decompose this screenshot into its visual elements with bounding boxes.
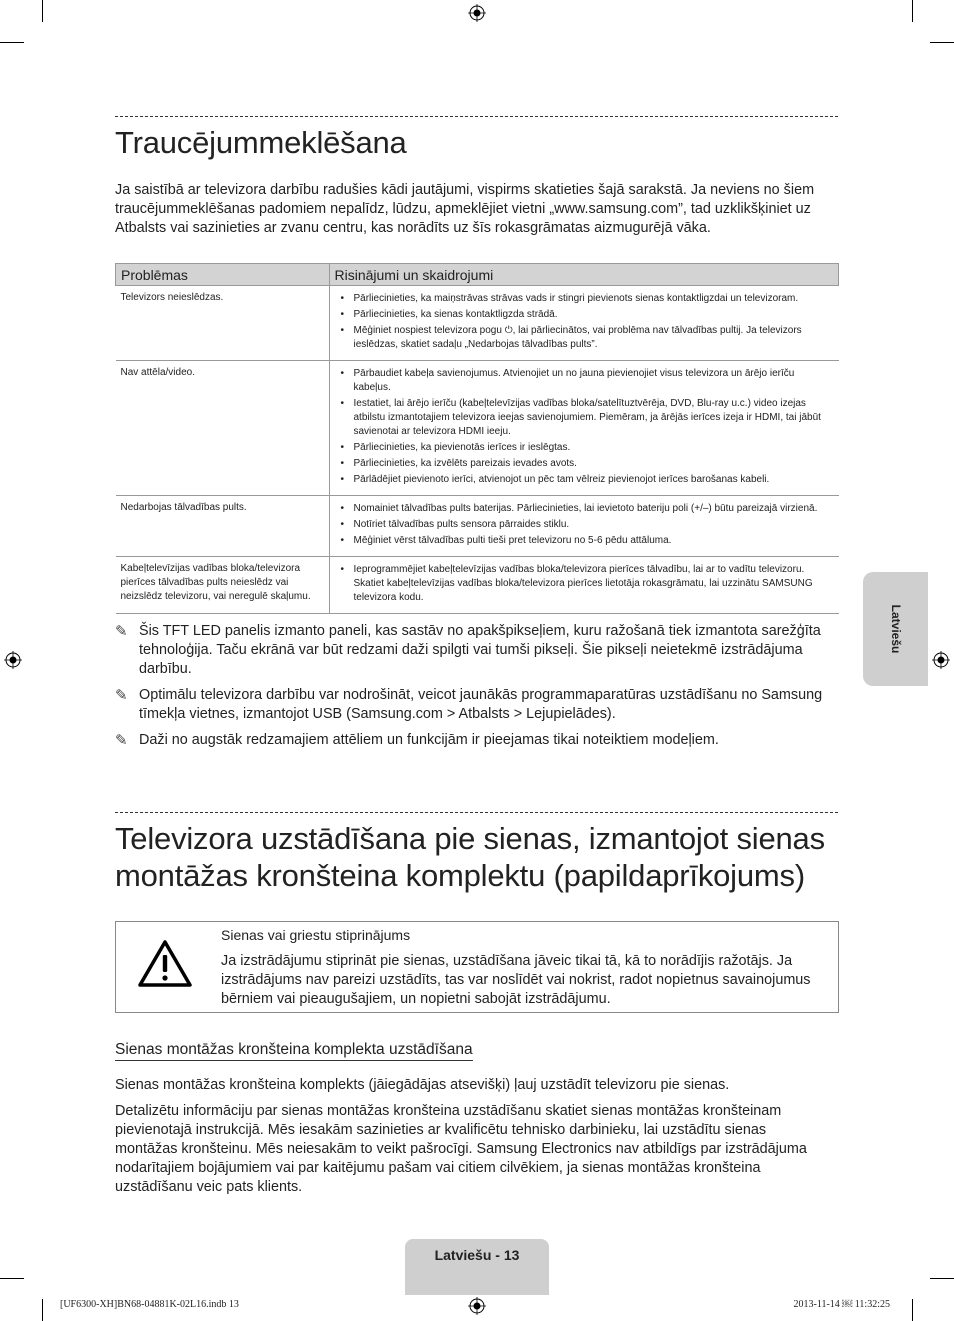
note-item [115, 731, 835, 750]
note-text: Šis TFT LED panelis izmanto paneli, kas sastāv no apakšpikseļiem, kuru ražošanā tiek izmantota sarežģīta tehnoloģija. Taču ekrānā var būt redzami daži spilgti vai tumši pikseļi. Šie pikseļi neietekmē izstrādājuma darbību. [139, 623, 821, 677]
page-number-tab [405, 1239, 549, 1295]
problem-cell: Televizors neieslēdzas. [116, 286, 330, 361]
note-item [115, 622, 835, 679]
crop-mark [912, 1299, 913, 1321]
table-row [116, 496, 839, 557]
crop-mark [42, 0, 43, 22]
section-title [115, 820, 825, 894]
warning-title: Sienas vai griestu stiprinājums [221, 927, 411, 943]
solution-item: • Pārliecinieties, ka pievienotās ierīces ir ieslēgtas. [335, 441, 834, 455]
solution-item: • Pārlādējiet pievienoto ierīci, atvienojot un pēc tam vēlreiz pievienojot ierīces barošanas kabeli. [335, 473, 834, 487]
subheading: Sienas montāžas kronšteina komplekta uzstādīšana [115, 1040, 473, 1061]
registration-mark-icon [468, 4, 486, 22]
section-title-line: montāžas kronšteina komplektu (papildaprīkojums) [115, 858, 805, 893]
paragraph: Detalizētu informāciju par sienas montāžas kronšteina uzstādīšanu skatiet sienas montāžas kronšteinam pievienotajā instrukcijā. Mēs iesakām sazinieties ar kvalificētu tehnisko darbinieku, lai uzstādītu sienas montāžas kronšteinu. Mēs neiesakām to veikt pašrocīgi. Samsung Electronics nav atbildīgs par izstrādājuma nodarītajiem bojājumiem vai par kaitējumu pašam vai citiem cilvēkiem, ja sienas montāžas kronšteina uzstādīšanu veic pats klients. [115, 1103, 807, 1195]
table-row [116, 557, 839, 614]
crop-mark [912, 0, 913, 22]
note-pencil-icon: ✎ [115, 623, 128, 640]
warning-text: Ja izstrādājumu stiprināt pie sienas, uzstādīšana jāveic tikai tā, kā to norādījis ražotājs. Ja izstrādājums nav pareizi uzstādīts, tas var noslīdēt vai nokrist, radot nopietnus savainojumus bērniem vai pieaugušajiem, un nopietni sabojāt izstrādājumu. [221, 953, 811, 1007]
footer-file-info: [UF6300-XH]BN68-04881K-02L16.indb 13 [60, 1299, 239, 1310]
problem-cell: Nav attēla/video. [116, 361, 330, 496]
column-header-problems: Problēmas [116, 264, 330, 286]
crop-mark [42, 1299, 43, 1321]
warning-box [115, 921, 839, 1013]
notes-list [115, 622, 835, 757]
table-header-row [116, 264, 839, 286]
problem-cell: Nedarbojas tālvadības pults. [116, 496, 330, 557]
page-number: Latviešu - 13 [434, 1247, 520, 1263]
section-divider [115, 812, 838, 813]
solution-item: • Mēģiniet nospiest televizora pogu ⏻, lai pārliecinātos, vai problēma nav tālvadības pultij. Ja televizors ieslēdzas, skatiet sadaļu „Nedarbojas tālvadības pults”. [335, 324, 834, 352]
registration-mark-icon [468, 1297, 486, 1315]
language-side-tab [863, 572, 928, 686]
warning-triangle-icon [137, 939, 193, 989]
section-divider [115, 116, 838, 117]
solution-item: • Pārliecinieties, ka sienas kontaktligzda strādā. [335, 308, 834, 322]
problem-cell: Kabeļtelevīzijas vadības bloka/televizora pierīces tālvadības pults neieslēdz vai neizslēdz televizoru, vai neregulē skaļumu. [116, 557, 330, 614]
crop-mark [0, 42, 24, 43]
footer-timestamp: 2013-11-14 ￼ 11:32:25 [793, 1299, 890, 1310]
note-text: Daži no augstāk redzamajiem attēliem un funkcijām ir pieejamas tikai noteiktiem modeļiem. [139, 732, 719, 748]
section-title-line: Televizora uzstādīšana pie sienas, izmantojot sienas [115, 821, 825, 856]
solution-item: • Ieprogrammējiet kabeļtelevīzijas vadības bloka/televizora pierīces tālvadību, lai ar to vadītu televizoru. Skatiet kabeļtelevīzijas vadības bloka/televizora pierīces lietotāja rokasgrāmatu, lai uzzinātu SAMSUNG televizora kodu. [335, 563, 834, 605]
solution-item: • Pārliecinieties, ka maiņstrāvas strāvas vads ir stingri pievienots sienas kontaktligzdai un televizoram. [335, 292, 834, 306]
solution-cell [329, 361, 839, 496]
registration-mark-icon [932, 651, 950, 669]
solution-item: • Nomainiet tālvadības pults baterijas. Pārliecinieties, lai ievietoto bateriju poli (+/–) būtu pareizajā virzienā. [335, 502, 834, 516]
note-pencil-icon: ✎ [115, 687, 128, 704]
solution-cell [329, 496, 839, 557]
section-title: Traucējummeklēšana [115, 125, 407, 160]
table-row [116, 361, 839, 496]
crop-mark [930, 42, 954, 43]
paragraph: Sienas montāžas kronšteina komplekts (jāiegādājas atsevišķi) ļauj uzstādīt televizoru pie sienas. [115, 1077, 730, 1093]
solution-item: • Iestatiet, lai ārējo ierīču (kabeļtelevīzijas vadības bloka/satelītuztvērēja, DVD, Blu-ray u.c.) video izejas atbilstu izmantotajiem televizora ieejas savienojumiem. Piemēram, ja ārējās ierīces izeja ir HDMI, tai jābūt savienotai ar televizora HDMI ieeju. [335, 397, 834, 439]
registration-mark-icon [4, 651, 22, 669]
troubleshooting-table [115, 263, 839, 614]
crop-mark [930, 1278, 954, 1279]
solution-item: • Pārliecinieties, ka izvēlēts pareizais ievades avots. [335, 457, 834, 471]
solution-cell [329, 557, 839, 614]
solution-item: • Pārbaudiet kabeļa savienojumus. Atvienojiet un no jauna pievienojiet visus televizora un ārējo ierīču kabeļus. [335, 367, 834, 395]
language-label: Latviešu [888, 604, 903, 654]
note-pencil-icon: ✎ [115, 732, 128, 749]
table-row [116, 286, 839, 361]
note-item [115, 686, 835, 724]
solution-cell [329, 286, 839, 361]
solution-item: • Mēģiniet vērst tālvadības pulti tieši pret televizoru no 5-6 pēdu attāluma. [335, 534, 834, 548]
column-header-solutions: Risinājumi un skaidrojumi [329, 264, 839, 286]
solution-item: • Notīriet tālvadības pults sensora pārraides stiklu. [335, 518, 834, 532]
note-text: Optimālu televizora darbību var nodrošināt, veicot jaunākās programmaparatūras uzstādīšanu no Samsung tīmekļa vietnes, izmantojot USB (Samsung.com > Atbalsts > Lejupielādes). [139, 687, 823, 722]
crop-mark [0, 1278, 24, 1279]
intro-paragraph: Ja saistībā ar televizora darbību radušies kādi jautājumi, vispirms skatieties šajā sarakstā. Ja neviens no šiem traucējummeklēšanas padomiem nepalīdz, lūdzu, apmeklējiet vietni „www.samsung.com”, tad uzklikšķiniet uz Atbalsts vai sazinieties ar zvanu centru, kas norādīts uz šīs rokasgrāmatas aizmugurējā vāka. [115, 182, 815, 236]
